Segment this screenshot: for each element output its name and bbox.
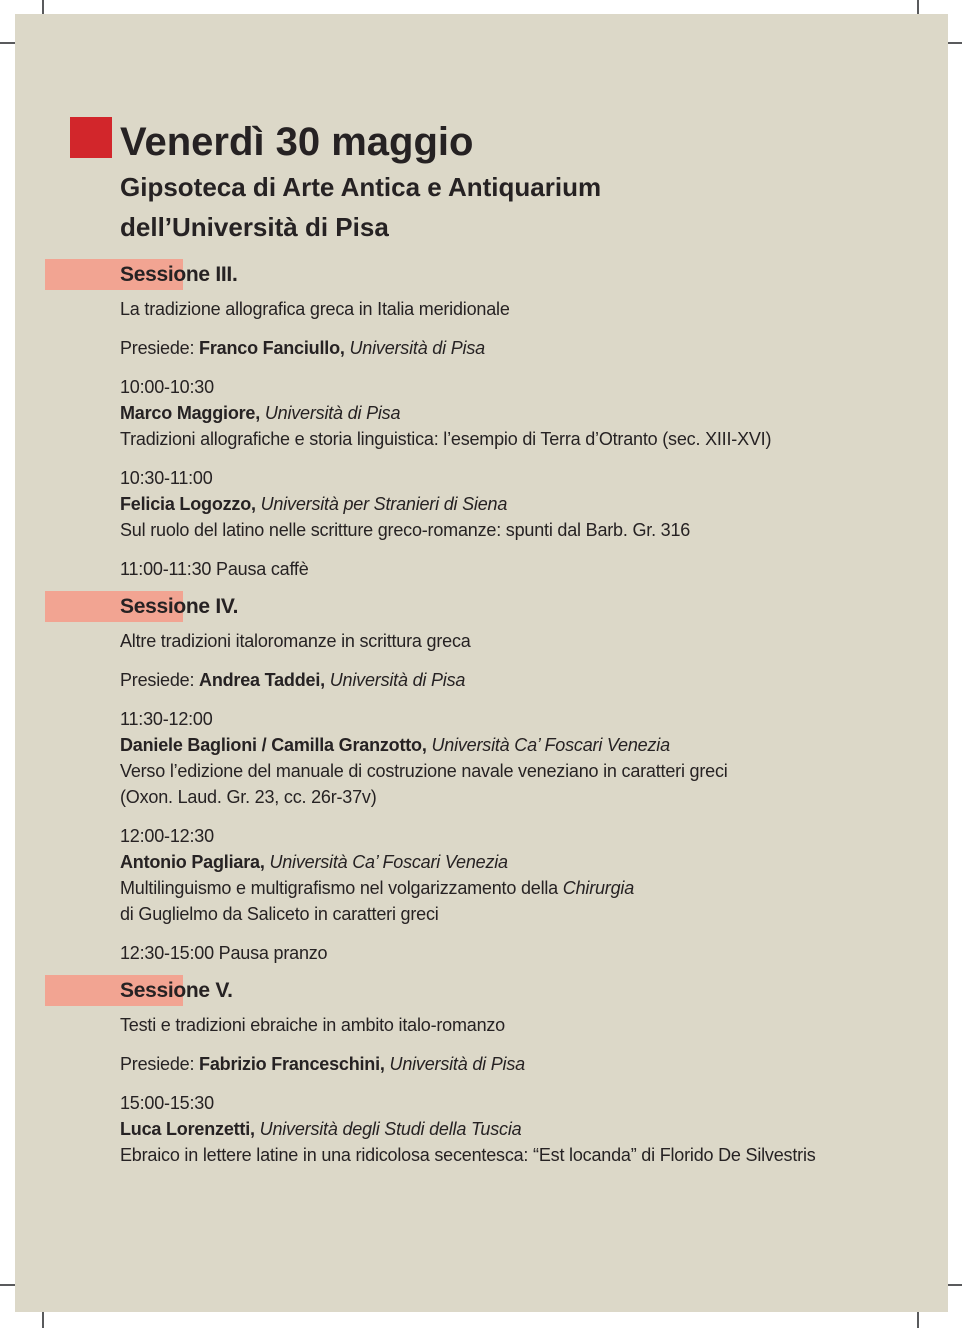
talk-time: 15:00-15:30 (120, 1093, 214, 1113)
talk-speaker-line (120, 1116, 918, 1142)
talk-time: 12:00-12:30 (120, 826, 214, 846)
talk-title-line (120, 758, 918, 784)
talk-title-line (120, 1142, 918, 1168)
talk-title-italic-segment: Chirurgia (562, 878, 635, 898)
program-page (15, 14, 948, 1312)
talk-title-segment: Verso l’edizione del manuale di costruzione navale veneziano in caratteri greci (120, 761, 728, 781)
chair-affiliation: Università di Pisa (329, 670, 466, 690)
session-label: Sessione V. (120, 979, 233, 1002)
speaker-affiliation: Università Ca’ Foscari Venezia (269, 852, 508, 872)
talk-title-segment: Sul ruolo del latino nelle scritture greco-romanze: spunti dal Barb. Gr. 316 (120, 520, 691, 540)
chair-name: Franco Fanciullo, (199, 338, 345, 358)
speaker-affiliation: Università per Stranieri di Siena (260, 494, 508, 514)
venue-line-2: dell’Università di Pisa (120, 212, 389, 242)
break-line: 11:00-11:30 Pausa caffè (120, 559, 309, 579)
talk-time: 10:00-10:30 (120, 377, 214, 397)
talk-title-segment: Multilinguismo e multigrafismo nel volgarizzamento della (120, 878, 563, 898)
session-topic: Altre tradizioni italoromanze in scrittura greca (120, 631, 471, 651)
talk-title-segment: di Guglielmo da Saliceto in caratteri greci (120, 904, 439, 924)
break-line: 12:30-15:00 Pausa pranzo (120, 943, 328, 963)
talk-speaker-line (120, 400, 918, 426)
talk-title-line (120, 517, 918, 543)
talk-time: 10:30-11:00 (120, 468, 213, 488)
talk-title-segment: (Oxon. Laud. Gr. 23, cc. 26r-37v) (120, 787, 377, 807)
red-square-marker (70, 117, 112, 158)
speaker-name: Marco Maggiore, (120, 403, 261, 423)
session-label-bar (45, 975, 233, 1006)
talk-title-line (120, 875, 918, 901)
session-label: Sessione III. (120, 263, 238, 286)
speaker-name: Felicia Logozzo, (120, 494, 256, 514)
session-block (120, 975, 918, 1168)
venue-line-1: Gipsoteca di Arte Antica e Antiquarium (120, 172, 602, 202)
talk-speaker-line (120, 491, 918, 517)
speaker-affiliation: Università Ca’ Foscari Venezia (431, 735, 670, 755)
chair-name: Fabrizio Franceschini, (199, 1054, 385, 1074)
chair-affiliation: Università di Pisa (349, 338, 485, 358)
talk-title-segment: Tradizioni allografiche e storia linguistica: l’esempio di Terra d’Otranto (sec. XIII-XVI) (120, 429, 772, 449)
program-content (15, 14, 948, 1312)
speaker-affiliation: Università degli Studi della Tuscia (259, 1119, 522, 1139)
session-label: Sessione IV. (120, 595, 239, 618)
session-chair: Presiede: Andrea Taddei, Università di Pisa (120, 670, 466, 690)
chair-name: Andrea Taddei, (199, 670, 325, 690)
session-block (120, 591, 918, 966)
talk-title-line (120, 784, 918, 810)
talk-speaker-line (120, 849, 918, 875)
chair-affiliation: Università di Pisa (389, 1054, 525, 1074)
talk-time: 11:30-12:00 (120, 709, 213, 729)
speaker-name: Luca Lorenzetti, (120, 1119, 255, 1139)
page-title-row (120, 117, 918, 167)
talk-title-segment: Ebraico in lettere latine in una ridicolosa secentesca: “Est locanda” di Florido De Silvestris (120, 1145, 816, 1165)
speaker-name: Daniele Baglioni / Camilla Granzotto, (120, 735, 427, 755)
session-topic: Testi e tradizioni ebraiche in ambito italo-romanzo (120, 1015, 505, 1035)
session-label-bar (45, 259, 238, 290)
program-sessions (120, 259, 918, 1168)
talk-title-line (120, 426, 918, 452)
speaker-affiliation: Università di Pisa (264, 403, 401, 423)
session-label-bar (45, 591, 239, 622)
session-block (120, 259, 918, 582)
session-topic: La tradizione allografica greca in Italia meridionale (120, 299, 510, 319)
day-title: Venerdì 30 maggio (120, 120, 474, 164)
speaker-name: Antonio Pagliara, (120, 852, 265, 872)
talk-title-line (120, 901, 918, 927)
talk-speaker-line (120, 732, 918, 758)
session-chair: Presiede: Franco Fanciullo, Università di Pisa (120, 338, 485, 358)
session-chair: Presiede: Fabrizio Franceschini, Università di Pisa (120, 1054, 525, 1074)
